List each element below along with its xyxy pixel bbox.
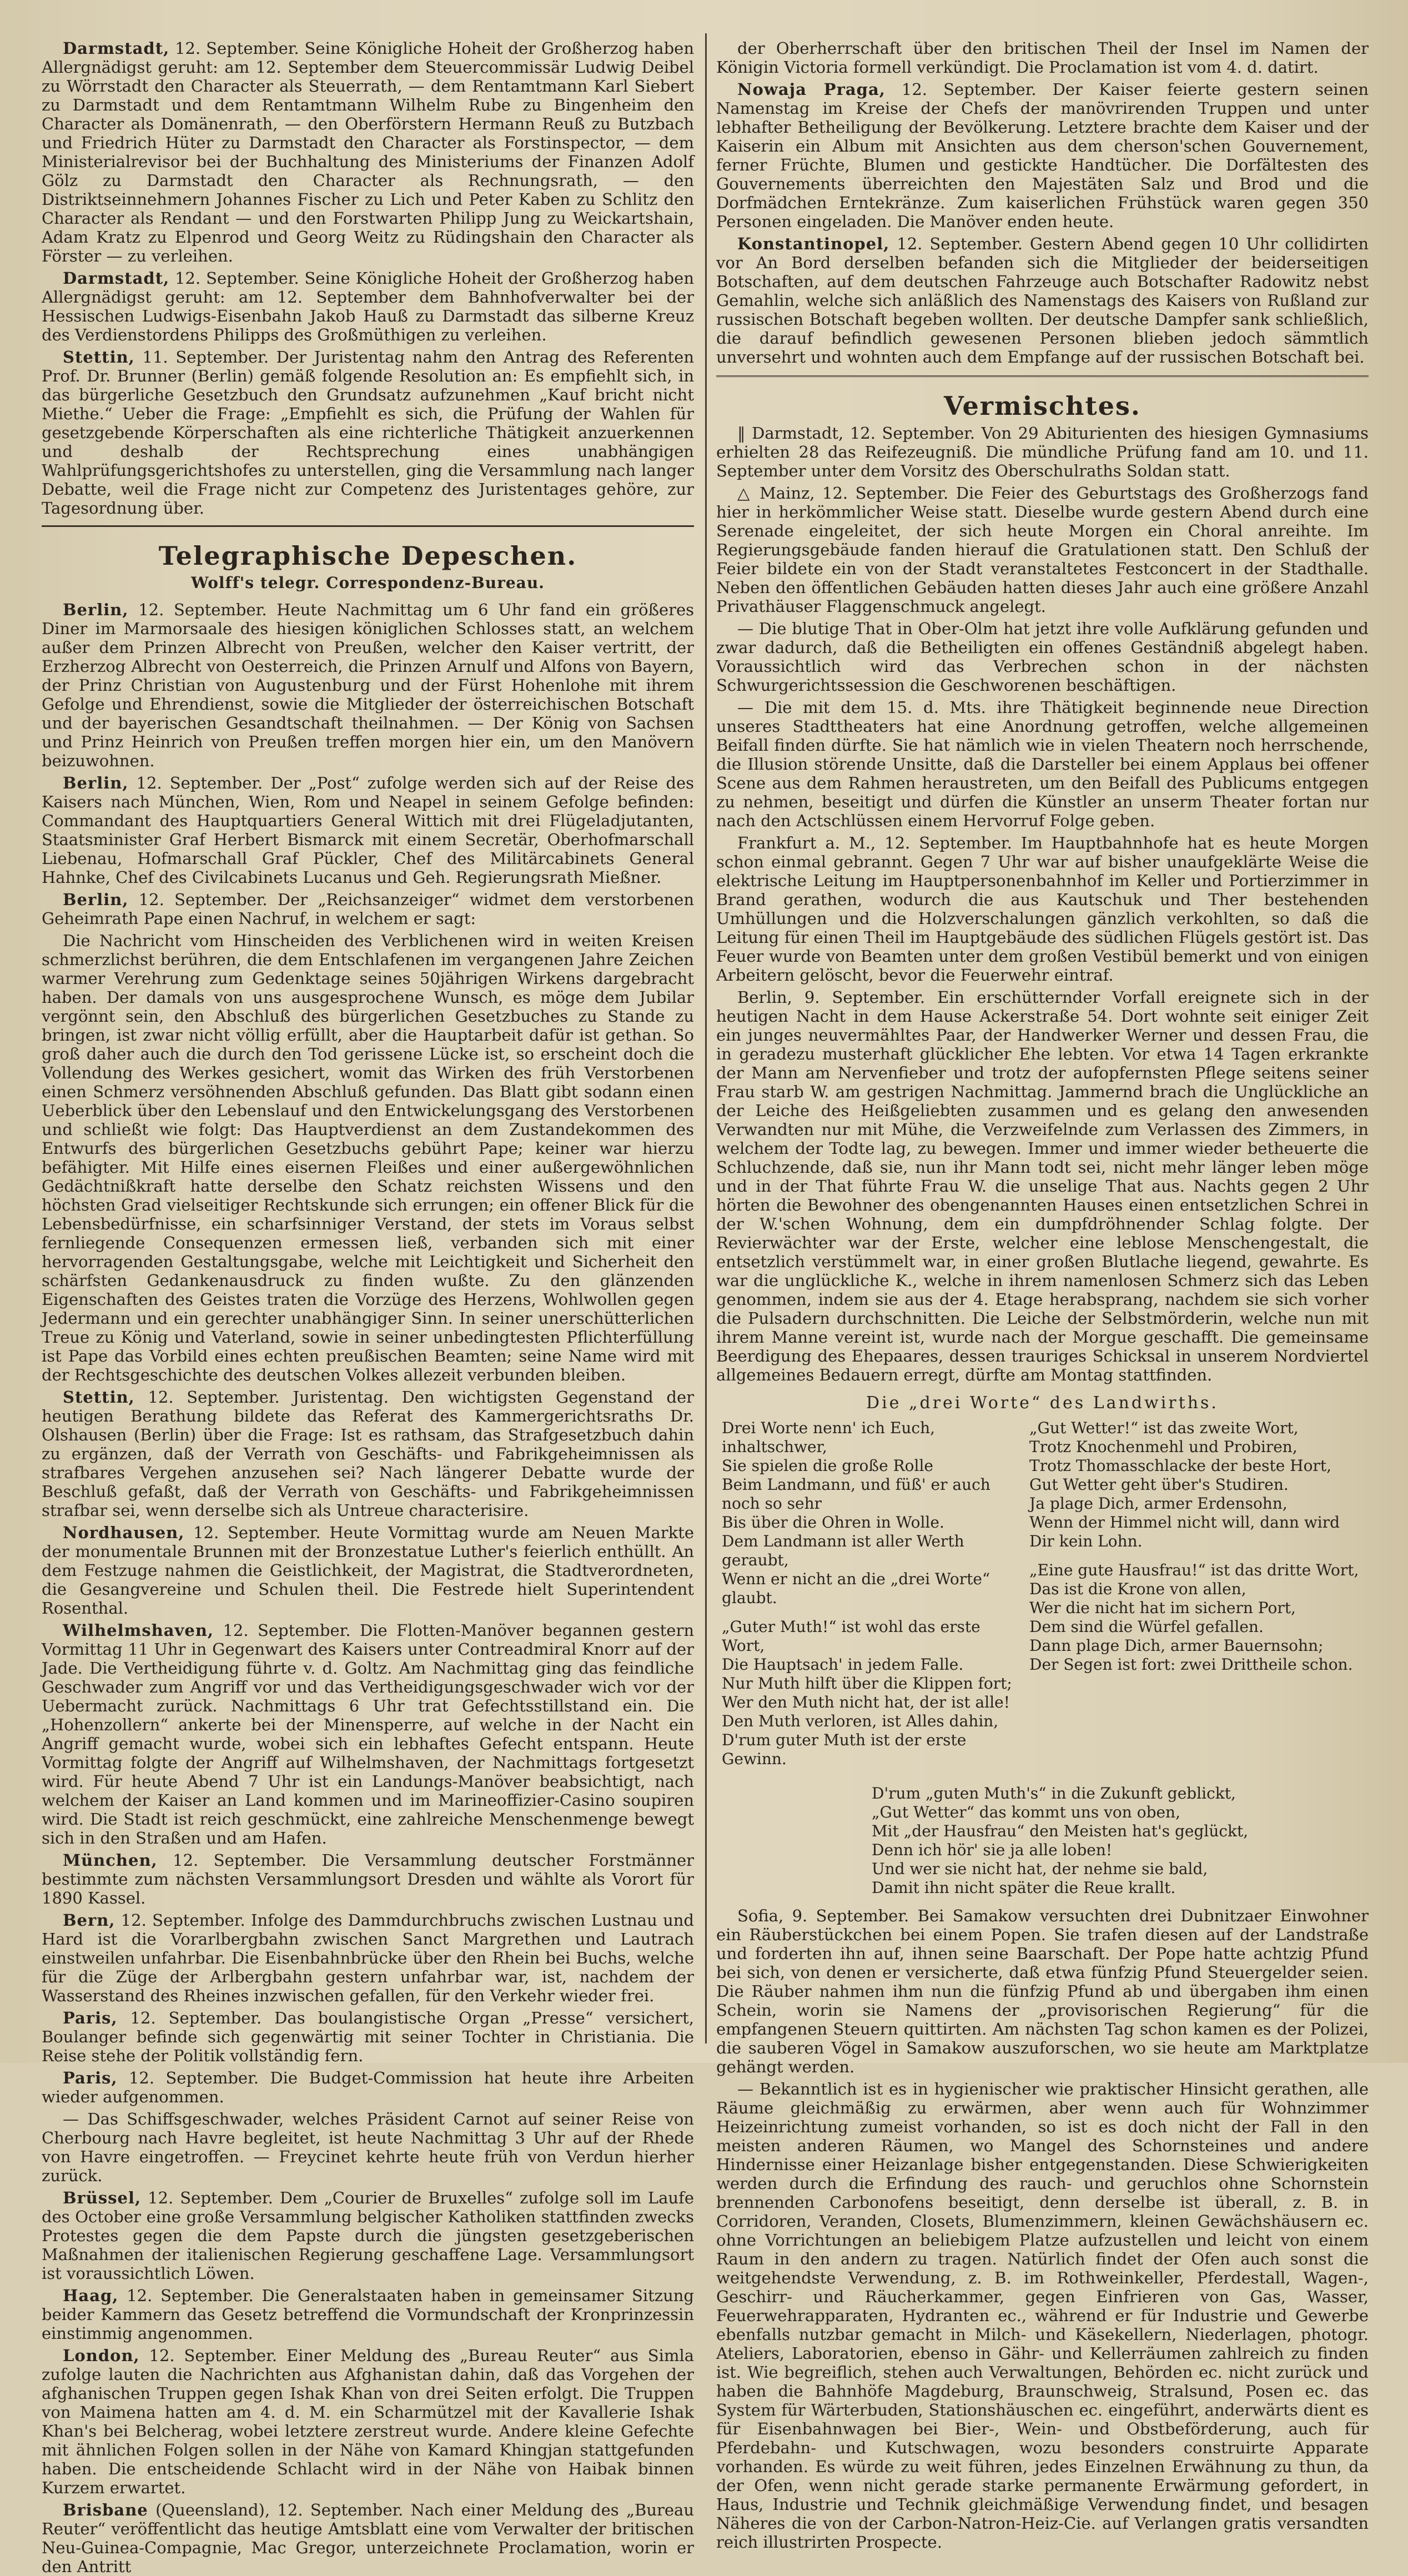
article-dateline: Darmstadt, [63,269,170,288]
article-dateline: Stettin, [63,1388,135,1407]
article-text: — Die mit dem 15. d. Mts. ihre Thätigkeit beginnende neue Direction unseres Stadttheaters hat eine Anordnung getroffen, welche allgemeinen Beifall finden dürfte. Sie hat nämlich wie in vielen Theatern noch herrschende, die Illusion störende Unsitte, daß die Darsteller bei einem Applaus bei offener Scene aus dem Rahmen heraustreten, um den Beifall des Publicums entgegen zu nehmen, beseitigt und dürfen die Künstler an unserm Theater fortan nur nach den Actschlüssen einem Hervorruf Folge geben. [716,698,1369,830]
telegraph-articles [42,600,694,2576]
article-text: 12. September. Das boulangistische Organ „Presse“ versichert, Boulanger befinde sich gegenwärtig mit seiner Tochter in Christiania. Die Reise stehe der Politik vollständig fern. [42,2008,694,2065]
article-dateline: Paris, [63,2068,118,2087]
article-paragraph [42,1621,694,1847]
article-text: 12. September. Die Versammlung deutscher Forstmänner bestimmte zum nächsten Versammlungsort Dresden und wählte als Vorort für 1890 Kassel. [42,1851,694,1907]
poem-stanza: „Eine gute Hausfrau!“ ist das dritte Wort, Das ist die Krone von allen, Wer die nicht hat im sichern Port, Dem sind die Würfel gefallen. Dann plage Dich, armer Bauernsohn; Der Segen ist fort: zwei Drittheile schon. [1029,1561,1359,1674]
article-text: der Oberherrschaft über den britischen Theil der Insel im Namen der Königin Victoria formell verkündigt. Die Proclamation ist vom 4. d. datirt. [716,39,1369,77]
telegraph-subtitle: Wolff's telegr. Correspondenz-Bureau. [191,574,545,592]
article-paragraph [42,2008,694,2065]
article-paragraph [716,698,1369,830]
article-dateline: Berlin, [63,890,129,909]
poem-stanza: „Guter Muth!“ ist wohl das erste Wort, Die Hauptsach' in jedem Falle. Nur Muth hilft über die Klippen fort; Wer den Muth nicht hat, der ist alle! Den Muth verloren, ist Alles dahin, D'rum guter Muth ist der erste Gewinn. [722,1618,1012,1768]
article-text: △ Mainz, 12. September. Die Feier des Geburtstags des Großherzogs fand hier in herkömmlicher Weise statt. Dieselbe wurde gestern Abend durch eine Serenade eingeleitet, der sich heute Morgen ein Choral anreihte. Im Regierungsgebäude fanden hierauf die Gratulationen statt. Den Schluß der Feier bildete ein von der Stadt veranstaltetes Festconcert in der Stadthalle. Neben den öffentlichen Gebäuden hatten dieses Jahr auch eine größere Anzahl Privathäuser Flaggenschmuck angelegt. [716,484,1369,616]
poem-stanza: Drei Worte nenn' ich Euch, inhaltschwer, Sie spielen die große Rolle Beim Landmann, und füß' er auch noch so sehr Bis über die Ohren in Wolle. Dem Landmann ist aller Werth geraubt, Wenn er nicht an die „drei Worte“ glaubt. [722,1419,990,1607]
article-paragraph [716,424,1369,480]
article-paragraph [716,1906,1369,2076]
misc-title: Vermischtes. [944,391,1141,421]
article-dateline: Berlin, [63,600,129,619]
article-dateline: Nordhausen, [63,1523,185,1542]
article-text: 12. September. Der „Post“ zufolge werden sich auf der Reise des Kaisers nach München, Wien, Rom und Neapel in seinem Gefolge befinden: Commandant des Hauptquartiers General Wittich mit drei Flügeladjutanten, Staatsminister Graf Herbert Bismarck mit einem Secretär, Oberhofmarschall Liebenau, Hofmarschall Graf Pückler, Chef des Militärcabinets General Hahnke, Chef des Civilcabinets Lucanus und Geh. Regierungsrath Mießner. [42,774,695,887]
section-rule [42,525,694,527]
article-text: 11. September. Der Juristentag nahm den Antrag des Referenten Prof. Dr. Brunner (Berlin) gemäß folgende Resolution an: Es empfiehlt sich, in das bürgerliche Gesetzbuch den Grundsatz aufzunehmen „Kauf bricht nicht Miethe.“ Ueber die Frage: „Empfiehlt es sich, die Prüfung der Wahlen für gesetzgebende Körperschaften als eine richterliche Thätigkeit anzuerkennen und deshalb der Rechtsprechung eines unabhängigen Wahlprüfungsgerichtshofes zu unterstellen, ging die Versammlung nach langer Debatte, weil die Frage nicht zur Competenz des Juristentages gehöre, zur Tagesordnung über. [42,348,694,518]
article-paragraph [716,234,1369,366]
article-paragraph [42,2286,694,2343]
article-paragraph [716,39,1369,77]
poem-title: Die „drei Worte“ des Landwirths. [866,1393,1219,1413]
article-text: — Die blutige That in Ober-Olm hat jetzt ihre volle Aufklärung gefunden und zwar dadurch, daß die Betheiligten ein offenes Geständniß abgelegt haben. Voraussichtlich wird das Verbrechen schon in der nächsten Schwurgerichtssession die Geschworenen beschäftigen. [716,619,1369,695]
article-paragraph [42,2500,694,2576]
article-text: 12. September. Dem „Courier de Bruxelles“ zufolge soll im Laufe des October eine große Versammlung belgischer Katholiken stattfinden zwecks Protestes gegen die dem Papste durch die jüngsten gesetzgeberischen Maßnahmen der italienischen Regierung geschaffene Lage. Versammlungsort ist voraussichtlich Löwen. [42,2188,694,2283]
article-dateline: Stettin, [63,348,135,366]
article-text: 12. September. Der „Reichsanzeiger“ widmet dem verstorbenen Geheimrath Pape einen Nachruf, in welchem er sagt: [42,890,695,928]
article-text: Frankfurt a. M., 12. September. Im Hauptbahnhofe hat es heute Morgen schon einmal gebrannt. Gegen 7 Uhr war auf bisher unaufgeklärte Weise die elektrische Leitung im Hauptpersonenbahnhof im Keller und Portierzimmer in Brand gerathen, wodurch die aus Kautschuk und Ther bestehenden Umhüllungen und die Holzverschalungen gänzlich verkohlten, so daß die Leitung für einen Theil im Hauptgebäude des südlichen Flügels gestört ist. Das Feuer wurde von Beamten unter dem großen Vestibül bemerkt und von einigen Arbeitern gelöscht, bevor die Feuerwehr eintraf. [716,833,1369,985]
article-dateline: Brisbane [63,2500,148,2519]
article-paragraph [716,2080,1369,2552]
article-text: 12. September. Seine Königliche Hoheit der Großherzog haben Allergnädigst geruht: am 12. September dem Steuercommissär Ludwig Deibel zu Wörrstadt den Character als Steuerrath, — dem Rentamtmann Karl Siebert zu Darmstadt und dem Rentamtmann Wilhelm Rube zu Bingenheim den Character als Domänenrath, — den Oberförstern Hermann Reuß zu Butzbach und Friedrich Hüter zu Darmstadt den Character als Forstinspector, — dem Ministerialrevisor bei der Buchhaltung des Ministeriums der Finanzen Adolf Gölz zu Darmstadt den Character als Rechnungsrath, — den Distriktseinnehmern Johannes Fischer zu Lich und Peter Kaben zu Schlitz den Character als Rendant — und den Forstwarten Philipp Jung zu Weickartshain, Adam Kratz zu Elpenrod und Georg Weitz zu Rüdingshain den Character als Förster — zu verleihen. [42,39,695,265]
article-paragraph [42,2346,694,2497]
article-paragraph [42,348,694,518]
article-paragraph [42,1911,694,2005]
article-text: 12. September. Die Budget-Commission hat heute ihre Arbeiten wieder aufgenommen. [42,2068,694,2106]
article-dateline: Darmstadt, [63,39,170,58]
article-paragraph [716,80,1369,231]
column-divider [705,33,707,2043]
article-text: 12. September. Heute Nachmittag um 6 Uhr fand ein größeres Diner im Marmorsaale des hiesigen königlichen Schlosses statt, an welchem außer dem Prinzen Albrecht von Preußen, welcher den Kaiser vertritt, der Erzherzog Albrecht von Oesterreich, die Prinzen Arnulf und Alfons von Bayern, der Prinz Christian von Augustenburg und der Fürst Hohenlohe mit ihrem Gefolge und Ehrendienst, sowie die Mitglieder der österreichischen Botschaft und der bayerischen Gesandtschaft theilnahmen. — Der König von Sachsen und Prinz Heinrich von Preußen treffen morgen hier ein, um den Manövern beizuwohnen. [42,600,695,770]
right-bottom-articles [716,1906,1369,2552]
article-paragraph [42,2188,694,2283]
article-paragraph [42,1523,694,1618]
article-dateline: Haag, [63,2286,119,2305]
article-paragraph [716,484,1369,616]
article-text: — Das Schiffsgeschwader, welches Präsident Carnot auf seiner Reise von Cherbourg nach Havre begleitet, ist heute Nachmittag 3 Uhr auf der Rhede von Havre eingetroffen. — Freycinet kehrte heute früh von Verdun hierher zurück. [42,2110,694,2185]
article-paragraph [42,39,694,265]
article-paragraph [42,600,694,770]
article-dateline: Brüssel, [63,2188,142,2207]
article-text: 12. September. Gestern Abend gegen 10 Uhr collidirten vor An Bord derselben befanden sich die Mitglieder der beiderseitigen Botschaften, auf dem deutschen Fahrzeuge auch Botschafter Radowitz nebst Gemahlin, welche sich anläßlich des Namenstags des Kaisers von Rußland zur russischen Botschaft begeben wollten. Der deutsche Dampfer sank schließlich, die darauf befindlich gewesenen Personen blieben jedoch sämmtlich unversehrt und wohnten auch dem Empfange auf der russischen Botschaft bei. [716,234,1369,366]
article-dateline: Bern, [63,1911,115,1930]
article-text: Die Nachricht vom Hinscheiden des Verblichenen wird in weiten Kreisen schmerzlichst berühren, die dem Entschlafenen im vergangenen Jahre Zeichen warmer Verehrung zum Gedenktage seines 50jährigen Wirkens dargebracht haben. Der damals von uns ausgesprochene Wunsch, es möge dem Jubilar vergönnt sein, den Abschluß des bürgerlichen Gesetzbuches zu Stande zu bringen, ist zwar nicht völlig erfüllt, aber die Hauptarbeit dafür ist gethan. So groß daher auch die durch den Tod gerissene Lücke ist, so erscheint doch die Vollendung des Werkes gesichert, womit das Wirken des früh Verstorbenen einen Schmerz versöhnenden Abschluß gefunden. Das Blatt gibt sodann einen Ueberblick über den Lebenslauf und den Entwickelungsgang des Verstorbenen und schließt wie folgt: Das Hauptverdienst an dem Zustandekommen des Entwurfs des bürgerlichen Gesetzbuchs gebührt Pape; keiner war hierzu befähigter. Mit Hilfe eines eisernen Fleißes und einer außergewöhnlichen Gedächtnißkraft hatte derselbe den Schatz reichsten Wissens und den höchsten Grad vielseitiger Rechtskunde sich errungen; ein offener Blick für die Lebensbedürfnisse, ein scharfsinniger Verstand, der stets im Voraus selbst fernliegende Consequenzen ermessen ließ, verbanden sich mit einer hervorragenden Gestaltungsgabe, welche mit Leichtigkeit und Sicherheit den schärfsten Gedankenausdruck zu finden wußte. Zu den glänzenden Eigenschaften des Geistes traten die Vorzüge des Herzens, Wohlwollen gegen Jedermann und ein gerechter unabhängiger Sinn. In seiner unerschütterlichen Treue zu König und Vaterland, sowie in seiner unbedingtesten Pflichterfüllung ist Pape das Vorbild eines echten preußischen Beamten; seine Name wird mit der Rechtsgeschichte des deutschen Volkes allezeit verbunden bleiben. [42,931,694,1384]
article-text: Sofia, 9. September. Bei Samakow versuchten drei Dubnitzaer Einwohner ein Räuberstückchen bei einem Popen. Sie trafen diesen auf der Landstraße und forderten ihn auf, ihnen seine Baarschaft. Der Pope hatte achtzig Pfund bei sich, von denen er versicherte, daß etwa fünfzig Pfund Steuergelder seien. Die Räuber nahmen ihm nun die fünfzig Pfund ab und übergaben ihm einen Schein, worin sie Namens der „provisorischen Regierung“ für die empfangenen Steuern quittirten. Am nächsten Tag schon kamen es der Polizei, die sauberen Vögel in Samakow auszuforschen, wo sie heute am Marktplatze gehängt werden. [716,1906,1369,2076]
article-text: 12. September. Einer Meldung des „Bureau Reuter“ aus Simla zufolge lauten die Nachrichten aus Afghanistan dahin, daß das Vorgehen der afghanischen Truppen gegen Ishak Khan von drei Seiten erfolgt. Die Truppen von Maimena hatten am 4. d. M. ein Scharmützel mit der Kavallerie Ishak Khan's bei Belcherag, wobei letztere zerstreut wurde. Andere kleine Gefechte mit ähnlichen Folgen sollen in der Nähe von Kamard Khingjan stattgefunden haben. Die entscheidende Schlacht wird in der Nähe von Haibak binnen Kurzem erwartet. [42,2346,695,2497]
article-paragraph [42,2068,694,2106]
article-dateline: London, [63,2346,140,2365]
article-paragraph [716,988,1369,1384]
article-paragraph [42,2110,694,2185]
article-text: (Queensland), 12. September. Nach einer Meldung des „Bureau Reuter“ veröffentlicht das heutige Amtsblatt eine vom Verwalter der britischen Neu-Guinea-Compagnie, Mac Gregor, unterzeichnete Proclamation, worin er den Antritt [42,2500,694,2576]
article-dateline: München, [63,1851,158,1870]
poem-right-column [1029,1419,1363,1779]
article-dateline: Konstantinopel, [737,234,890,253]
article-text: 12. September. Die Flotten-Manöver begannen gestern Vormittag 11 Uhr in Gegenwart des Kaisers unter Contreadmiral Knorr auf der Jade. Die Vertheidigung führte v. d. Goltz. Am Nachmittag ging das feindliche Geschwader zum Angriff vor und das Vertheidigungsgeschwader wich vor der Uebermacht zurück. Nachmittags 6 Uhr trat Gefechtsstillstand ein. Die „Hohenzollern“ ankerte bei der Minensperre, auf welche in der Nacht ein Angriff gemacht wurde, wobei sich ein lebhaftes Gefecht entspann. Heute Vormittag folgte der Angriff auf Wilhelmshaven, der Nachmittags fortgesetzt wird. Für heute Abend 7 Uhr ist ein Landungs-Manöver beabsichtigt, nach welchem der Kaiser an Land kommen und im Marineoffizier-Casino soupiren wird. Die Stadt ist reich geschmückt, eine zahlreiche Menschenmenge bewegt sich in den Straßen und am Hafen. [42,1621,695,1847]
article-text: 12. September. Heute Vormittag wurde am Neuen Markte der monumentale Brunnen mit der Bronzestatue Luther's feierlich enthüllt. An dem Festzuge nahmen die Geistlichkeit, der Magistrat, die Stadtverordneten, die Gesangvereine und Schulen theil. Die Festrede hielt Superintendent Rosenthal. [42,1523,694,1618]
article-text: 12. September. Seine Königliche Hoheit der Großherzog haben Allergnädigst geruht: am 12. September dem Bahnhofverwalter bei der Hessischen Ludwigs-Eisenbahn Jakob Hauß zu Darmstadt das silberne Kreuz des Verdienstordens Philipps des Großmüthigen zu verleihen. [42,269,695,344]
article-paragraph [716,833,1369,985]
article-paragraph [42,890,694,928]
article-dateline: Nowaja Praga, [737,80,886,99]
right-column [716,39,1369,2552]
article-paragraph [42,1388,694,1520]
poem-stanza: „Gut Wetter!“ ist das zweite Wort, Trotz Knochenmehl und Probiren, Trotz Thomasschlacke der beste Hort, Gut Wetter geht über's Studiren. Ja plage Dich, armer Erdensohn, Wenn der Himmel nicht will, dann wird Dir kein Lohn. [1029,1419,1340,1550]
article-text: 12. September. Der Kaiser feierte gestern seinen Namenstag im Kreise der Chefs der manövrirenden Truppen und unter lebhafter Betheiligung der Bevölkerung. Letztere brachte dem Kaiser und der Kaiserin ein Album mit Ansichten aus dem cherson'schen Gouvernement, ferner Früchte, Blumen und gestickte Handtücher. Die Dorfältesten des Gouvernements überreichten den Majestäten Salz und Brod und die Dorfmädchen Erntekränze. Zum kaiserlichen Frühstück waren gegen 350 Personen eingeladen. Die Manöver enden heute. [716,80,1369,231]
article-text: Berlin, 9. September. Ein erschütternder Vorfall ereignete sich in der heutigen Nacht in dem Hause Ackerstraße 54. Dort wohnte seit einiger Zeit ein junges neuvermähltes Paar, der Handwerker Werner und dessen Frau, die in geradezu musterhaft glücklicher Ehe lebten. Vor etwa 14 Tagen erkrankte der Mann am Nervenfieber und trotz der aufopfernsten Pflege seitens seiner Frau starb W. am gestrigen Nachmittag. Jammernd brach die Unglückliche an der Leiche des Heißgeliebten zusammen und es gelang den anwesenden Verwandten nur mit Mühe, die Verzweifelnde zum Verlassen des Zimmers, in welchem der Todte lag, zu bewegen. Immer und immer wieder betheuerte die Schluchzende, daß sie, nun ihr Mann todt sei, nicht mehr länger leben möge und in der That führte Frau W. die unselige That aus. Nachts gegen 2 Uhr hörten die Bewohner des obengenannten Hauses einen entsetzlichen Schrei in der W.'schen Wohnung, dem ein dumpfdröhnender Schlag folgte. Der Revierwächter war der Erste, welcher eine leblose Menschengestalt, die entsetzlich verstümmelt war, in einer großen Blutlache liegend, gewahrte. Es war die unglückliche K., welche in ihrem namenlosen Schmerz sich das Leben genommen, indem sie aus der 4. Etage herabsprang, nachdem sie sich vorher die Pulsadern durchschnitten. Die Leiche der Selbstmörderin, welche nun mit ihrem Manne vereint ist, wurde nach der Morgue geschafft. Die gemeinsame Beerdigung des Ehepaares, dessen trauriges Schicksal in unserem Nordviertel allgemeines Bedauern erregt, dürfte am Montag stattfinden. [716,988,1369,1384]
poem-final-stanza: D'rum „guten Muth's“ in die Zukunft geblickt, „Gut Wetter“ das kommt uns von oben, Mit „der Hausfrau“ den Meisten hat's geglückt, Denn ich hör' sie ja alle loben! Und wer sie nicht hat, der nehme sie bald, Damit ihn nicht später die Reue krallt. [872,1784,1249,1897]
article-paragraph [42,269,694,344]
article-dateline: Wilhelmshaven, [63,1621,214,1640]
misc-articles [716,424,1369,1384]
poem [716,1419,1369,1779]
article-dateline: Paris, [63,2008,118,2027]
article-paragraph [42,931,694,1384]
article-text: 12. September. Juristentag. Den wichtigsten Gegenstand der heutigen Berathung bildete das Referat des Kammergerichtsraths Dr. Olshausen (Berlin) über die Frage: Ist es rathsam, das Strafgesetzbuch dahin zu ergänzen, daß der Verrath von Geschäfts- und Fabrikgeheimnissen als strafbares Vergehen anzusehen sei? Nach längerer Debatte wurde der Beschluß gefaßt, daß der Verrath von Geschäfts- und Fabrikgeheimnissen strafbar sei, wenn derselbe sich als Untreue characterisire. [42,1388,694,1520]
article-text: — Bekanntlich ist es in hygienischer wie praktischer Hinsicht gerathen, alle Räume gleichmäßig zu erwärmen, aber wenn auch für Wohnzimmer Heizeinrichtung zumeist vorhanden, so ist es doch nicht der Fall in den meisten anderen Räumen, wo Mangel des Schornsteines und andere Hindernisse einer Heizanlage bisher entgegenstanden. Diese Schwierigkeiten werden durch die Erfindung des rauch- und geruchlos ohne Schornstein brennenden Carbonofens beseitigt, denn derselbe ist überall, z. B. in Corridoren, Veranden, Closets, Blumenzimmern, kleinen Gewächshäusern ec. ohne Vorrichtungen an beliebigem Platze aufzustellen und leicht von einem Raum in den andern zu tragen. Natürlich findet der Ofen auch sonst die weitgehendste Verwendung, z. B. im Rothweinkeller, Pferdestall, Wagen-, Geschirr- und Räucherkammer, gegen Einfrieren von Gas, Wasser, Feuerwehrapparaten, Hydranten ec., während er für Industrie und Gewerbe ebenfalls nutzbar gemacht in Milch- und Käsekellern, Niederlagen, photogr. Ateliers, Laboratorien, ebenso in Gähr- und Kellerräumen zahlreich zu finden ist. Wie begreiflich, stehen auch Verwaltungen, Behörden ec. nicht zurück und haben die Bahnhöfe Magdeburg, Braunschweig, Stralsund, Posen ec. das System für Wärterbuden, Stationshäuschen ec. eingeführt, anderwärts dient es für Eisenbahnwagen bei Bier-, Wein- und Obstbeförderung, auch für Pferdebahn- und Kutschwagen, wozu besonders construirte Apparate vorhanden. Es würde zu weit führen, jedes Einzelnen Erwähnung zu thun, da der Ofen, wenn nicht gerade starke permanente Erwärmung gefordert, in Haus, Industrie und Technik gleichmäßige Verwendung findet, und besagen Näheres die von der Carbon-Natron-Heiz-Cie. auf Verlangen gratis versandten reich illustrirten Prospecte. [716,2080,1369,2552]
telegraph-title: Telegraphische Depeschen. [158,541,577,571]
article-text: 12. September. Infolge des Dammdurchbruchs zwischen Lustnau und Hard ist die Vorarlbergbahn zwischen Sanct Margrethen und Lautrach einstweilen unfahrbar. Die Eisenbahnbrücke über den Rhein bei Buchs, welche für die Züge der Arlbergbahn gestern unfahrbar war, ist, nachdem der Wasserstand des Rheines inzwischen gefallen, für den Verkehr wieder frei. [42,1911,694,2005]
left-top-articles [42,39,694,518]
article-text: ‖ Darmstadt, 12. September. Von 29 Abiturienten des hiesigen Gymnasiums erhielten 28 das Reifezeugniß. Die mündliche Prüfung fand am 10. und 11. September unter dem Vorsitz des Oberschulraths Soldan statt. [716,424,1369,480]
right-top-articles [716,39,1369,366]
article-paragraph [716,619,1369,695]
section-rule [716,375,1369,377]
article-text: 12. September. Die Generalstaaten haben in gemeinsamer Sitzung beider Kammern das Gesetz betreffend die Vormundschaft der Kronprinzessin einstimmig angenommen. [42,2286,694,2343]
article-paragraph [42,774,694,887]
poem-left-column [722,1419,1013,1779]
left-column [42,39,695,2576]
article-paragraph [42,1851,694,1907]
article-dateline: Berlin, [63,774,129,792]
